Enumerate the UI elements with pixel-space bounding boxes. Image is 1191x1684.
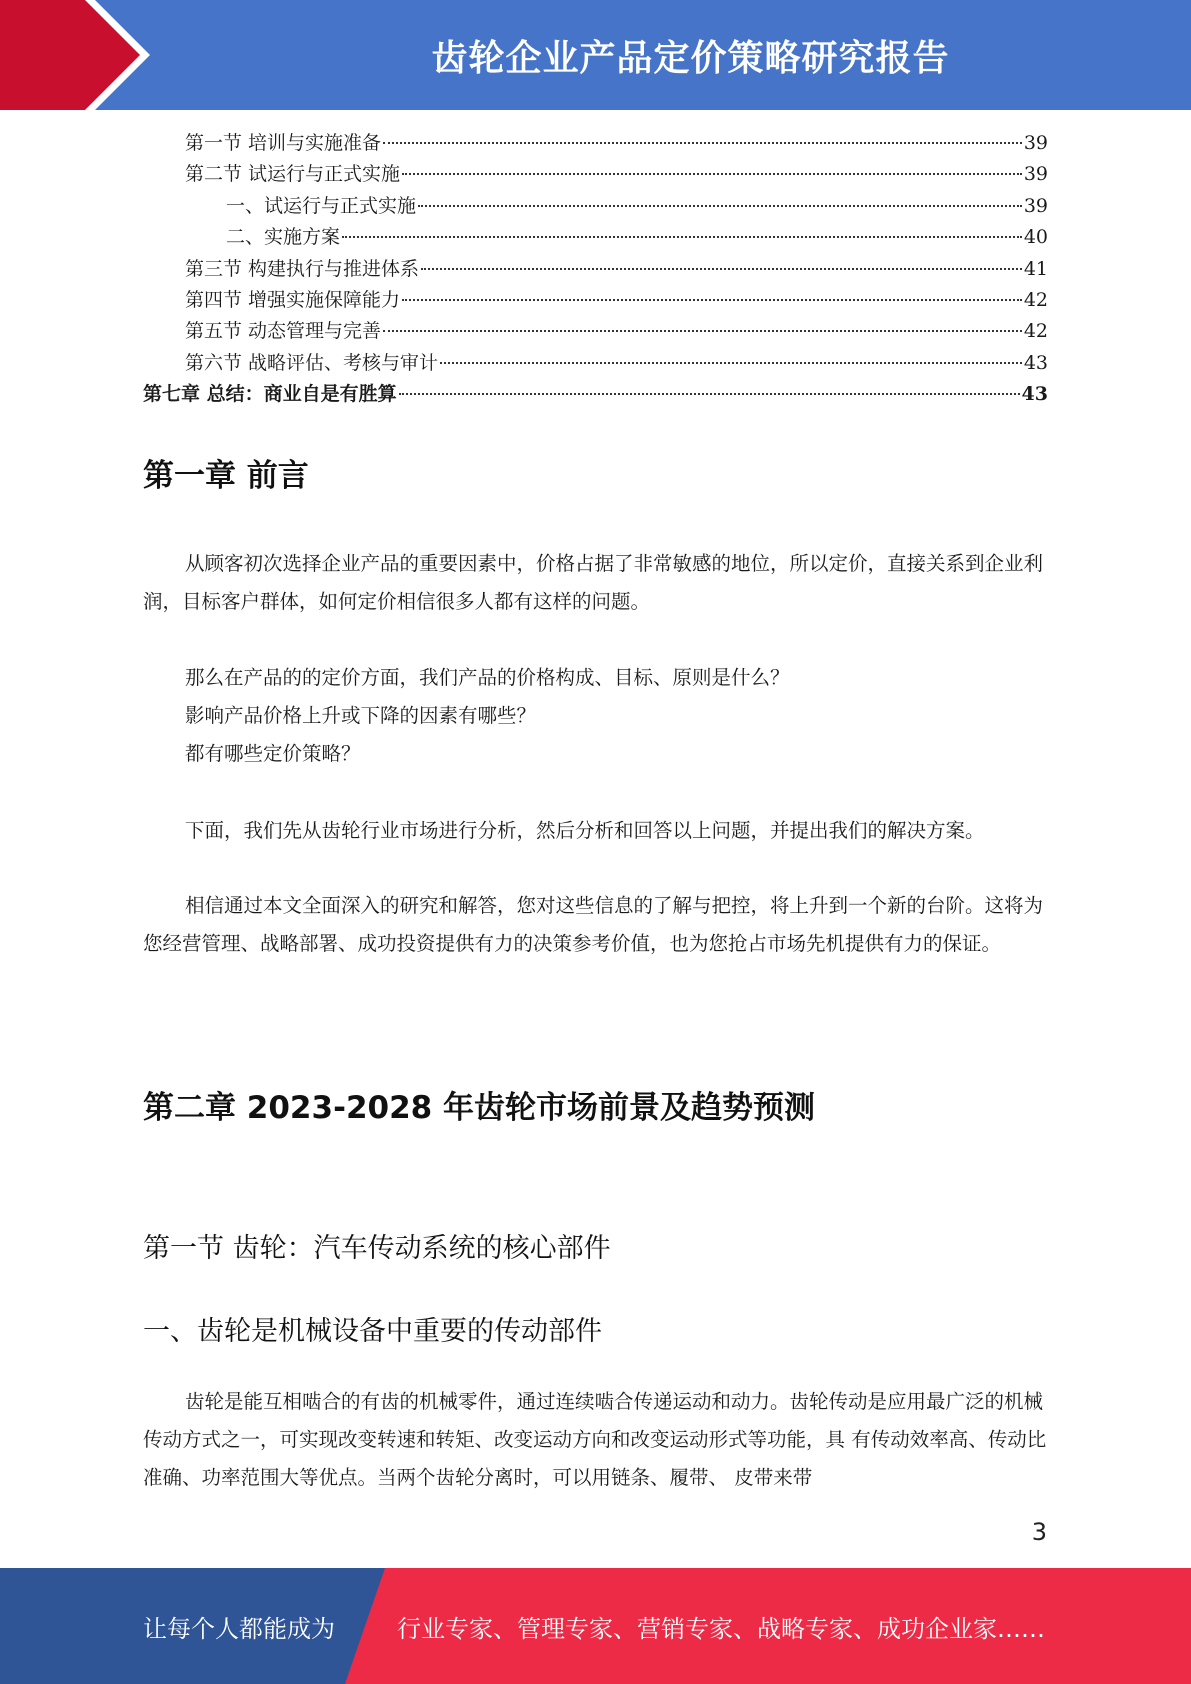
toc-leader-dots	[402, 299, 1022, 301]
toc-entry-label: 第二节 试运行与正式实施	[185, 163, 401, 186]
toc-leader-dots	[440, 362, 1022, 364]
chapter-2-paragraph-1: 齿轮是能互相啮合的有齿的机械零件，通过连续啮合传递运动和动力。齿轮传动是应用最广泛的机械传动方式之一，可实现改变转速和转矩、改变运动方向和改变运动形式等功能，具 有传动效率高、传动比准确、功率范围大等优点。当两个齿轮分离时，可以用链条、履带、 皮带来带	[143, 1390, 1047, 1489]
toc-entry-label: 第四节 增强实施保障能力	[185, 288, 401, 311]
toc-entry-page: 42	[1023, 288, 1048, 311]
toc-entry[interactable]	[143, 222, 1048, 253]
toc-entry-label: 第七章 总结：商业自是有胜算	[143, 383, 397, 406]
footer-slogan-left: 让每个人都能成为	[143, 1614, 335, 1643]
toc-entry[interactable]	[143, 254, 1048, 285]
toc-entry-label: 二、实施方案	[226, 226, 341, 249]
chapter-1-question-2: 影响产品价格上升或下降的因素有哪些？	[185, 704, 537, 727]
toc-entry-page: 41	[1023, 257, 1048, 280]
chapter-1-paragraph-2: 下面，我们先从齿轮行业市场进行分析，然后分析和回答以上问题，并提出我们的解决方案。	[185, 819, 985, 842]
toc-entry-label: 第三节 构建执行与推进体系	[185, 257, 420, 280]
toc-leader-dots	[399, 393, 1020, 395]
page-number: 3	[1031, 1518, 1047, 1546]
header-chevron-graphic	[0, 0, 190, 110]
toc-entry[interactable]	[143, 191, 1048, 222]
page-footer	[0, 1568, 1191, 1684]
footer-slogan-right: 行业专家、管理专家、营销专家、战略专家、成功企业家……	[397, 1614, 1045, 1643]
toc-leader-dots	[418, 205, 1022, 207]
toc-entry[interactable]	[143, 159, 1048, 190]
toc-leader-dots	[342, 236, 1022, 238]
toc-entry[interactable]	[143, 285, 1048, 316]
chapter-2-heading: 第二章 2023-2028 年齿轮市场前景及趋势预测	[143, 1090, 816, 1126]
toc-entry[interactable]	[143, 348, 1048, 379]
toc-entry[interactable]	[143, 316, 1048, 347]
chapter-1-question-3: 都有哪些定价策略？	[185, 742, 361, 765]
toc-entry-page: 39	[1023, 163, 1048, 186]
toc-entry[interactable]	[143, 128, 1048, 159]
subsection-heading: 一、齿轮是机械设备中重要的传动部件	[143, 1316, 602, 1347]
toc-entry-page: 39	[1023, 132, 1048, 154]
toc-entry-label: 第六节 战略评估、考核与审计	[185, 351, 439, 374]
toc-entry-page: 40	[1023, 226, 1048, 249]
toc-entry-page: 39	[1023, 194, 1048, 217]
page-header	[0, 0, 1191, 110]
chapter-1-heading: 第一章 前言	[143, 458, 309, 494]
chapter-1-question-1: 那么在产品的的定价方面，我们产品的价格构成、目标、原则是什么？	[185, 666, 790, 689]
toc-entry-page: 43	[1023, 351, 1048, 374]
toc-entry-page: 42	[1023, 320, 1048, 343]
table-of-contents	[143, 128, 1048, 411]
toc-leader-dots	[383, 142, 1022, 144]
toc-leader-dots	[383, 330, 1022, 332]
header-title: 齿轮企业产品定价策略研究报告	[431, 37, 950, 79]
toc-entry-label: 第五节 动态管理与完善	[185, 320, 382, 343]
chapter-1-paragraph-1: 从顾客初次选择企业产品的重要因素中，价格占据了非常敏感的地位，所以定价，直接关系到企业利润，目标客户群体，如何定价相信很多人都有这样的问题。	[143, 552, 1044, 613]
section-heading: 第一节 齿轮：汽车传动系统的核心部件	[143, 1233, 611, 1264]
toc-leader-dots	[421, 268, 1022, 270]
toc-entry-label: 一、试运行与正式实施	[226, 194, 417, 217]
toc-chapter-entry[interactable]	[143, 379, 1048, 410]
toc-leader-dots	[402, 173, 1022, 175]
toc-entry-label: 第一节 培训与实施准备	[185, 132, 382, 154]
chapter-1-paragraph-3: 相信通过本文全面深入的研究和解答，您对这些信息的了解与把控，将上升到一个新的台阶。这将为您经营管理、战略部署、成功投资提供有力的决策参考价值，也为您抢占市场先机提供有力的保证。	[143, 894, 1044, 955]
toc-entry-page: 43	[1021, 383, 1048, 406]
